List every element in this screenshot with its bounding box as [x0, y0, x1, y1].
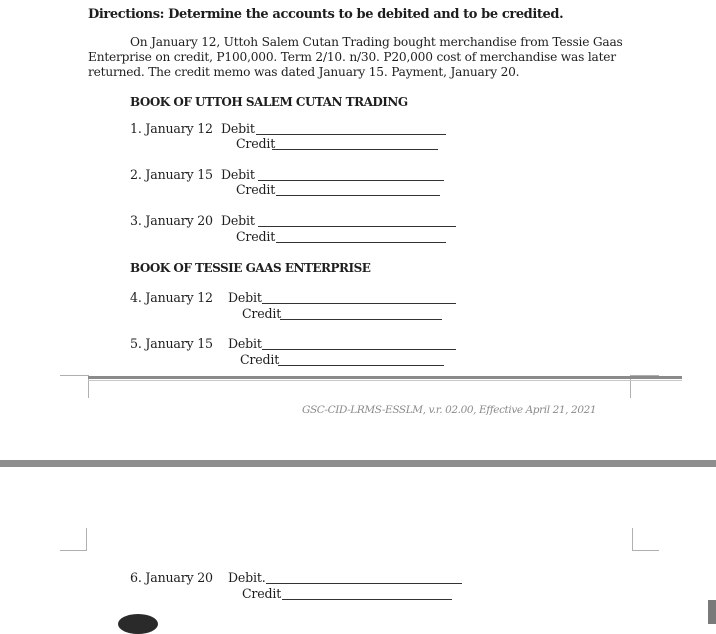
entry-5-label: 5. January 15 — [130, 336, 213, 351]
entry-2-credit: Credit — [236, 182, 276, 197]
entry-1-credit: Credit — [236, 136, 276, 151]
entry-3-debit-blank[interactable] — [258, 226, 456, 227]
problem-paragraph — [88, 35, 648, 80]
entry-6-credit: Credit — [242, 586, 282, 601]
footer-document-code: GSC-CID-LRMS-ESSLM, v.r. 02.00, Effective April 21, 2021 — [302, 404, 597, 416]
seal-logo-partial — [118, 614, 158, 634]
entry-4-credit-blank[interactable] — [280, 319, 442, 320]
entry-3-credit-blank[interactable] — [276, 242, 446, 243]
scrollbar-edge[interactable] — [708, 600, 716, 624]
page-corner-mark-bottom-left — [60, 528, 87, 551]
entry-4-debit: Debit — [228, 290, 262, 305]
entry-4-label: 4. January 12 — [130, 290, 213, 305]
entry-1-debit-blank[interactable] — [256, 134, 446, 135]
entry-1-debit: Debit — [221, 121, 255, 136]
footer-rule — [88, 376, 682, 379]
entry-2-debit-blank[interactable] — [258, 180, 444, 181]
entry-4-debit-blank[interactable] — [262, 303, 456, 304]
book2-title: BOOK OF TESSIE GAAS ENTERPRISE — [130, 261, 371, 275]
entry-2-debit: Debit — [221, 167, 255, 182]
page-separator — [0, 460, 716, 467]
entry-6-debit: Debit. — [228, 570, 266, 585]
problem-text: On January 12, Uttoh Salem Cutan Trading bought merchandise from Tessie Gaas Enterprise on credit, P100,000. Term 2/10. n/30. P20,000 cost of merchandise was later returned. The credit memo was dated January 15. Payment, January 20. — [88, 35, 623, 79]
entry-6-label: 6. January 20 — [130, 570, 213, 585]
book1-title: BOOK OF UTTOH SALEM CUTAN TRADING — [130, 95, 408, 109]
footer-rule-shadow — [88, 380, 682, 381]
entry-4-credit: Credit — [242, 306, 282, 321]
entry-5-credit-blank[interactable] — [278, 365, 444, 366]
entry-1-label: 1. January 12 — [130, 121, 213, 136]
entry-5-debit: Debit — [228, 336, 262, 351]
entry-3-debit: Debit — [221, 213, 255, 228]
directions-heading: Directions: Determine the accounts to be debited and to be credited. — [88, 7, 564, 22]
entry-5-credit: Credit — [240, 352, 280, 367]
entry-2-credit-blank[interactable] — [276, 195, 440, 196]
entry-3-label: 3. January 20 — [130, 213, 213, 228]
entry-1-credit-blank[interactable] — [272, 149, 438, 150]
page-corner-mark-top-left — [60, 375, 89, 398]
entry-6-credit-blank[interactable] — [282, 599, 452, 600]
entry-5-debit-blank[interactable] — [262, 349, 456, 350]
page-corner-mark-bottom-right — [632, 528, 659, 551]
entry-3-credit: Credit — [236, 229, 276, 244]
entry-2-label: 2. January 15 — [130, 167, 213, 182]
entry-6-debit-blank[interactable] — [266, 583, 462, 584]
